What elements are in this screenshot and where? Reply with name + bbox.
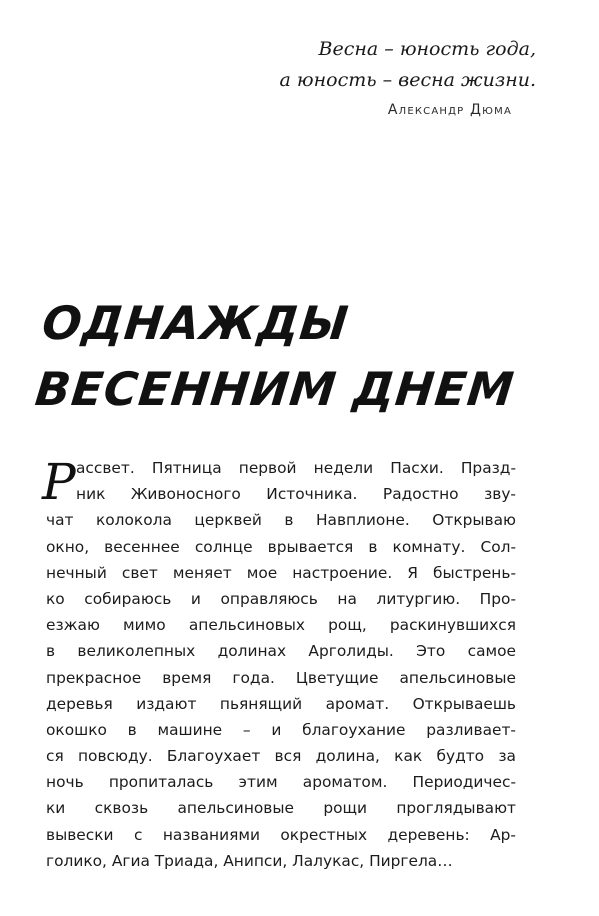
drop-cap: Р — [42, 453, 76, 511]
body-line: ник Живоносного Источника. Радостно зву- — [76, 485, 516, 504]
body-line: чат колокола церквей в Навплионе. Открываю — [46, 511, 516, 530]
body-line: ассвет. Пятница первой недели Пасхи. Празд- — [76, 459, 516, 477]
body-line: голико, Агиа Триада, Анипси, Лалукас, Пиргела… — [46, 851, 453, 870]
body-line: езжаю мимо апельсиновых рощ, раскинувшихся — [46, 616, 516, 635]
epigraph-author: Александр Дюма — [387, 102, 512, 118]
epigraph-line-2: а юность – весна жизни. — [279, 69, 536, 91]
body-line: прекрасное время года. Цветущие апельсиновые — [46, 668, 516, 687]
chapter-title-line-1: ОДНАЖДЫ — [39, 296, 352, 350]
body-line: ки сквозь апельсиновые рощи проглядывают — [46, 799, 516, 818]
epigraph-line-1: Весна – юность года, — [318, 38, 536, 60]
body-line: в великолепных долинах Арголиды. Это самое — [46, 642, 516, 661]
body-line: вывески с названиями окрестных деревень: Ар- — [46, 825, 516, 844]
body-line: окошко в машине – и благоухание разливает- — [46, 720, 516, 739]
body-line: окно, весеннее солнце врывается в комнату. Сол- — [46, 537, 516, 556]
body-line: ночь пропиталась этим ароматом. Периодичес- — [46, 773, 516, 792]
body-text — [42, 453, 516, 874]
epigraph — [280, 34, 536, 118]
body-line: ся повсюду. Благоухает вся долина, как будто за — [46, 747, 516, 766]
body-line: ко собираюсь и оправляюсь на литургию. Про- — [46, 589, 516, 608]
chapter-title — [32, 290, 524, 422]
chapter-title-line-2: ВЕСЕННИМ ДНЕМ — [32, 362, 518, 416]
body-line: нечный свет меняет мое настроение. Я быстрень- — [46, 563, 516, 582]
body-line: деревья издают пьянящий аромат. Открываешь — [46, 694, 516, 713]
